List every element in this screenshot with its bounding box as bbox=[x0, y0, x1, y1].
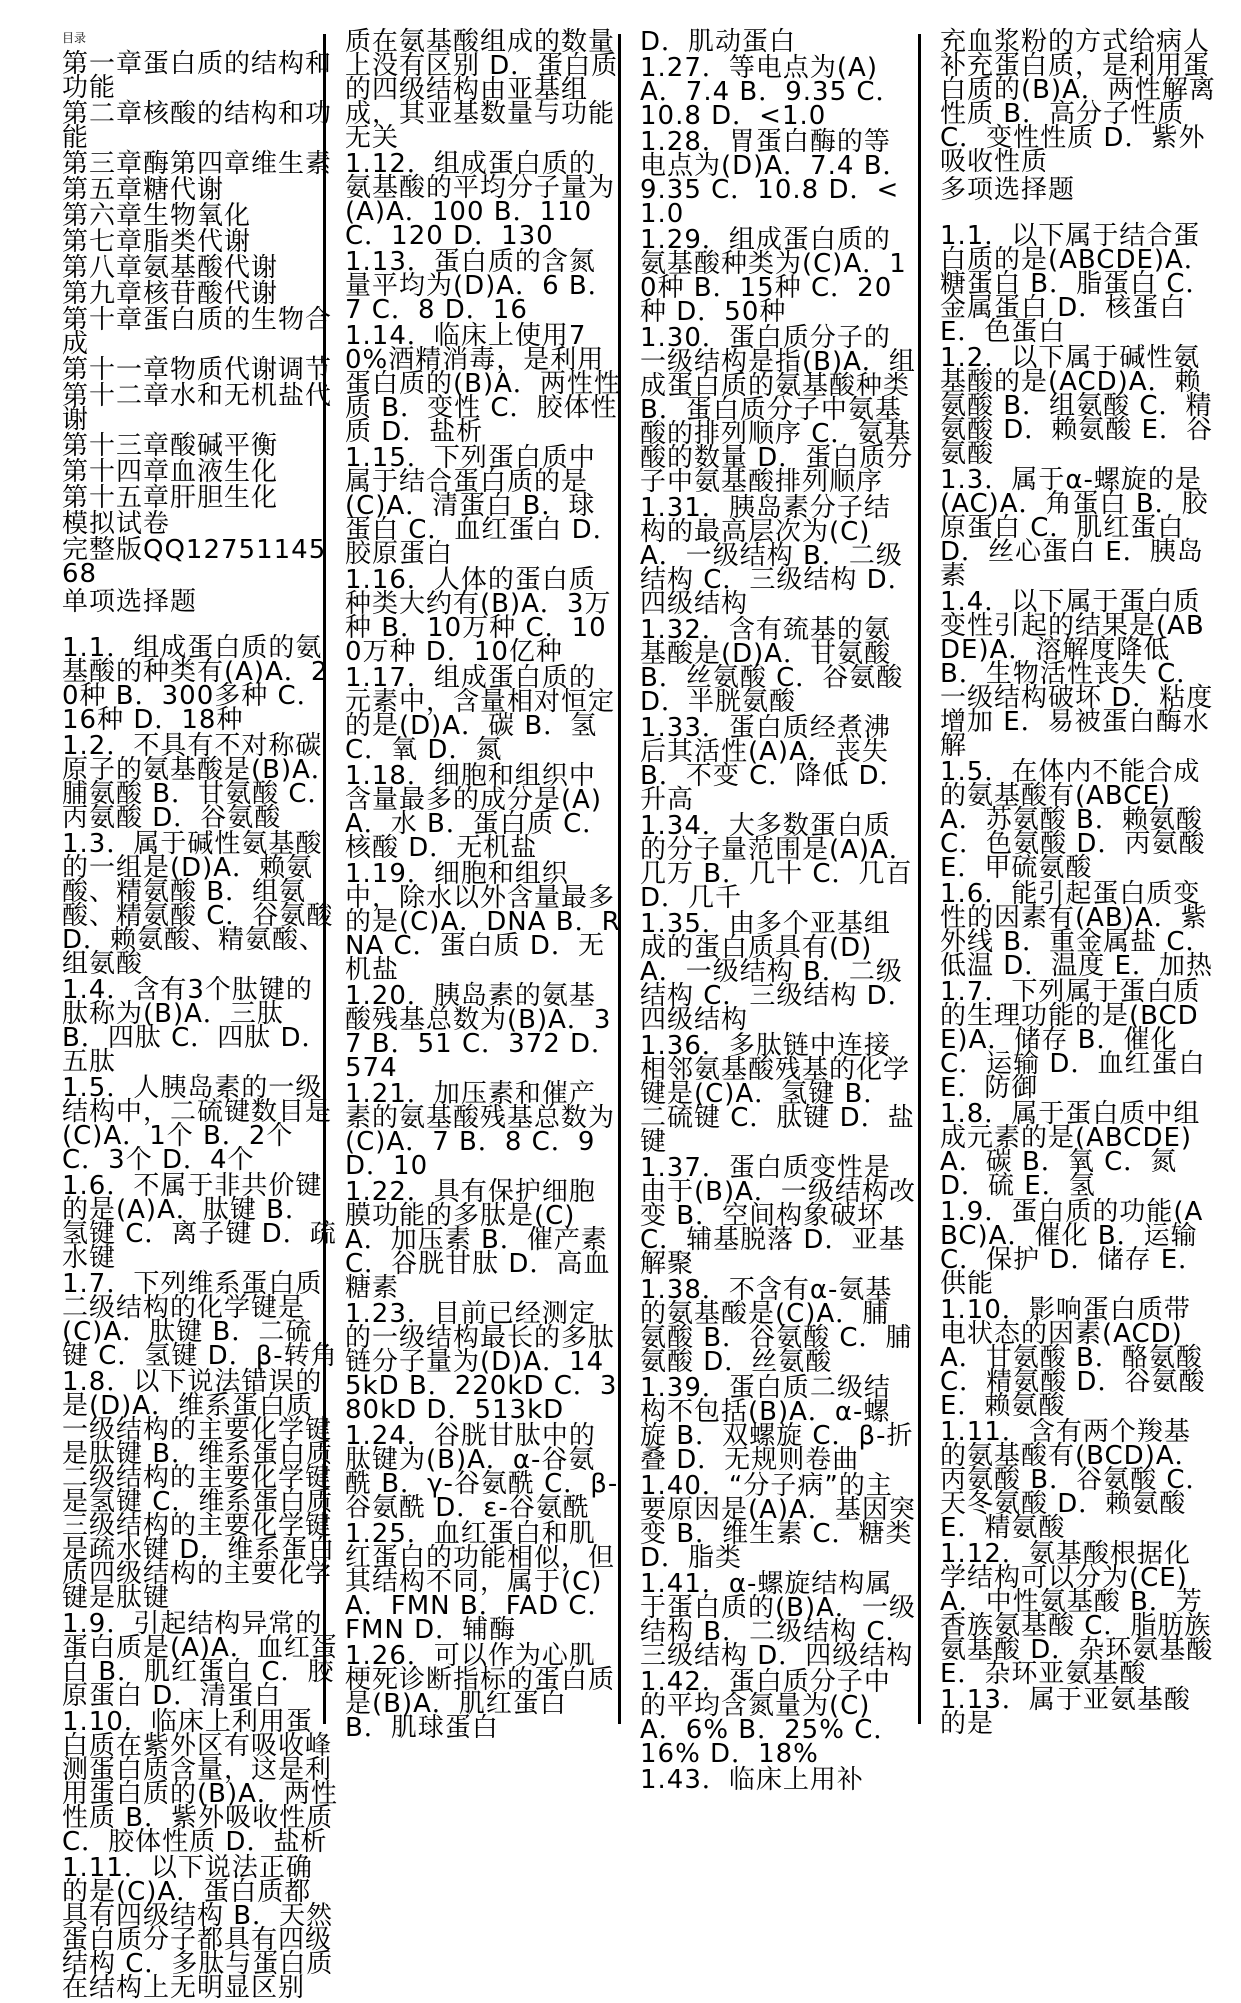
question-item: 1.41．α-螺旋结构属于蛋白质的(B)A．一级结构 B．二级结构 C．三级结构 D．四级结构 bbox=[640, 1569, 916, 1671]
question-item: 1.6．能引起蛋白质变性的因素有(AB)A．紫外线 B．重金属盐 C．低温 D．温度 E．加热 bbox=[940, 879, 1213, 981]
question-item: 1.40．“分子病”的主要原因是(A)A．基因突变 B．维生素 C．糖类 D．脂类 bbox=[640, 1471, 916, 1573]
question-item: 1.27．等电点为(A)A．7.4 B．9.35 C．10.8 D．<1.0 bbox=[640, 53, 903, 131]
question-item: 1.4．含有3个肽键的肽称为(B)A．三肽 B．四肽 C．四肽 D．五肽 bbox=[62, 975, 329, 1077]
question-item: 质在氨基酸组成的数量上没有区别 D．蛋白质的四级结构由亚基组成，其亚基数量与功能无关 bbox=[345, 27, 619, 153]
question-item: 1.36．多肽链中连接相邻氨基酸残基的化学键是(C)A．氢键 B．二硫键 C．肽键 D．盐键 bbox=[640, 1031, 915, 1157]
section-heading-multi: 多项选择题 bbox=[940, 175, 1076, 205]
column-2 bbox=[345, 27, 621, 1743]
document-page bbox=[40, 27, 1216, 2003]
question-item: 1.15．下列蛋白质中属于结合蛋白质的是(C)A．清蛋白 B．球蛋白 C．血红蛋白 D．胶原蛋白 bbox=[345, 443, 620, 569]
question-item: 1.19．细胞和组织中，除水以外含量最多的是(C)A．DNA B．RNA C．蛋白质 D．无机盐 bbox=[345, 859, 621, 985]
question-item: 1.23．目前已经测定的一级结构最长的多肽链分子量为(D)A．145kD B．220kD C．380kD D．513kD bbox=[345, 1299, 618, 1425]
question-item: 1.10．临床上利用蛋白质在紫外区有吸收峰测蛋白质含量，这是利用蛋白质的(B)A．两性性质 B．紫外吸收性质 C．胶体性质 D．盐析 bbox=[62, 1707, 338, 1857]
question-item: D．肌动蛋白 bbox=[640, 27, 797, 57]
question-item: 1.7．下列维系蛋白质二级结构的化学键是(C)A．肽键 B．二硫键 C．氢键 D．β-转角 bbox=[62, 1269, 338, 1371]
question-item: 1.13．蛋白质的含氮量平均为(D)A．6 B．7 C．8 D．16 bbox=[345, 247, 615, 325]
question-item: 1.25．血红蛋白和肌红蛋白的功能相似，但其结构不同，属于(C)A．FMN B．FAD C．FMN D．辅酶 bbox=[345, 1519, 616, 1645]
question-item: 1.8．以下说法错误的是(D)A．维系蛋白质一级结构的主要化学键是肽键 B．维系蛋白质二级结构的主要化学键是氢键 C．维系蛋白质三级结构的主要化学键是疏水键 D．维系蛋白质四级结构的主要化学键是肽键 bbox=[62, 1367, 336, 1613]
toc-entry[interactable]: 第一章蛋白质的结构和功能 bbox=[62, 49, 333, 103]
question-item: 1.6．不属于非共价键的是(A)A．肽键 B．氢键 C．离子键 D．疏水键 bbox=[62, 1171, 337, 1273]
question-item: 1.11．含有两个羧基的氨基酸有(BCD)A．丙氨酸 B．谷氨酸 C．天冬氨酸 D．赖氨酸 E．精氨酸 bbox=[940, 1417, 1213, 1543]
toc-entry[interactable]: 第十四章血液生化 bbox=[62, 457, 279, 487]
question-item: 1.33．蛋白质经煮沸后其活性(A)A．丧失 B．不变 C．降低 D．升高 bbox=[640, 713, 907, 815]
question-item: 1.1．以下属于结合蛋白质的是(ABCDE)A．糖蛋白 B．脂蛋白 C．金属蛋白 D．核蛋白 E．色蛋白 bbox=[940, 221, 1213, 347]
question-item: 1.3．属于碱性氨基酸的一组是(D)A．赖氨酸、精氨酸 B．组氨酸、精氨酸 C．谷氨酸 D．赖氨酸、精氨酸、组氨酸 bbox=[62, 829, 334, 979]
question-item: 1.9．引起结构异常的蛋白质是(A)A．血红蛋白 B．肌红蛋白 C．胶原蛋白 D．清蛋白 bbox=[62, 1609, 338, 1711]
question-item: 1.35．由多个亚基组成的蛋白质具有(D)A．一级结构 B．二级结构 C．三级结构 D．四级结构 bbox=[640, 909, 915, 1035]
toc-entry[interactable]: 第十二章水和无机盐代谢 bbox=[62, 381, 333, 435]
question-item: 1.22．具有保护细胞膜功能的多肽是(C)A．加压素 B．催产素 C．谷胱甘肽 D．高血糖素 bbox=[345, 1177, 611, 1303]
question-item: 1.16．人体的蛋白质种类大约有(B)A．3万种 B．10万种 C．100万种 D．10亿种 bbox=[345, 565, 612, 667]
question-item: 1.3．属于α-螺旋的是(AC)A．角蛋白 B．胶原蛋白 C．肌红蛋白 D．丝心蛋白 E．胰岛素 bbox=[940, 465, 1209, 591]
question-item: 1.26．可以作为心肌梗死诊断指标的蛋白质是(B)A．肌红蛋白 B．肌球蛋白 bbox=[345, 1641, 616, 1743]
toc-entry[interactable]: 第九章核苷酸代谢 bbox=[62, 279, 279, 309]
column-1 bbox=[62, 30, 338, 2003]
toc-entry[interactable]: 第五章糖代谢 bbox=[62, 175, 225, 205]
question-item: 1.20．胰岛素的氨基酸残基总数为(B)A．37 B．51 C．372 D．574 bbox=[345, 981, 619, 1083]
question-item: 1.1．组成蛋白质的氨基酸的种类有(A)A．20种 B．300多种 C．16种 D．18种 bbox=[62, 633, 329, 735]
question-item: 1.30．蛋白质分子的一级结构是指(B)A．组成蛋白质的氨基酸种类 B．蛋白质分子中氨基酸的排列顺序 C．氨基酸的数量 D．蛋白质分子中氨基酸排列顺序 bbox=[640, 323, 916, 497]
toc-entry[interactable]: 第八章氨基酸代谢 bbox=[62, 253, 279, 283]
exam-title: 模拟试卷 bbox=[62, 509, 171, 539]
question-item: 1.10．影响蛋白质带电状态的因素(ACD)A．甘氨酸 B．酪氨酸 C．精氨酸 D．谷氨酸 E．赖氨酸 bbox=[940, 1295, 1206, 1421]
question-item: 1.2．不具有不对称碳原子的氨基酸是(B)A．脯氨酸 B．甘氨酸 C．丙氨酸 D．谷氨酸 bbox=[62, 731, 338, 833]
question-item: 1.12．组成蛋白质的氨基酸的平均分子量为(A)A．100 B．110 C．120 D．130 bbox=[345, 149, 616, 251]
publisher-note: 完整版QQ1275114568 bbox=[62, 535, 327, 589]
question-item: 1.31．胰岛素分子结构的最高层次为(C)A．一级结构 B．二级结构 C．三级结构 D．四级结构 bbox=[640, 493, 915, 619]
question-item: 1.32．含有巯基的氨基酸是(D)A．甘氨酸 B．丝氨酸 C．谷氨酸 D．半胱氨酸 bbox=[640, 615, 904, 717]
toc-entry[interactable]: 第十五章肝胆生化 bbox=[62, 483, 279, 513]
column-divider bbox=[918, 34, 921, 1724]
column-3 bbox=[640, 27, 916, 1795]
question-item: 1.24．谷胱甘肽中的肽键为(B)A．α-谷氨酰 B．γ-谷氨酰 C．β-谷氨酰 D．ε-谷氨酰 bbox=[345, 1421, 619, 1523]
question-item: 1.2．以下属于碱性氨基酸的是(ACD)A．赖氨酸 B．组氨酸 C．精氨酸 D．赖氨酸 E．谷氨酸 bbox=[940, 343, 1213, 469]
question-item: 1.34．大多数蛋白质的分子量范围是(A)A．几万 B．几十 C．几百 D．几千 bbox=[640, 811, 916, 913]
question-item: 1.17．组成蛋白质的元素中，含量相对恒定的是(D)A．碳 B．氢 C．氧 D．氮 bbox=[345, 663, 616, 765]
toc-entry[interactable]: 第三章酶第四章维生素 bbox=[62, 149, 333, 179]
question-item: 1.13．属于亚氨基酸的是 bbox=[940, 1685, 1191, 1739]
toc-entry[interactable]: 第十章蛋白质的生物合成 bbox=[62, 305, 333, 359]
toc-entry[interactable]: 第六章生物氧化 bbox=[62, 201, 252, 231]
question-item: 1.21．加压素和催产素的氨基酸残基总数为(C)A．7 B．8 C．9 D．10 bbox=[345, 1079, 616, 1181]
question-item: 1.42．蛋白质分子中的平均含氮量为(C)A．6% B．25% C．16% D．18% bbox=[640, 1667, 901, 1769]
question-item: 1.12．氨基酸根据化学结构可以分为(CE)A．中性氨基酸 B．芳香族氨基酸 C．脂肪族氨基酸 D．杂环氨基酸 E．杂环亚氨基酸 bbox=[940, 1539, 1214, 1689]
question-item: 1.9．蛋白质的功能(ABC)A．催化 B．运输 C．保护 D．储存 E．供能 bbox=[940, 1197, 1206, 1299]
question-item: 1.38．不含有α-氨基的氨基酸是(C)A．脯氨酸 B．谷氨酸 C．脯氨酸 D．丝氨酸 bbox=[640, 1275, 913, 1377]
question-item: 1.39．蛋白质二级结构不包括(B)A．α-螺旋 B．双螺旋 C．β-折叠 D．无规则卷曲 bbox=[640, 1373, 914, 1475]
question-item: 充血浆粉的方式给病人补充蛋白质，是利用蛋白质的(B)A．两性解离性质 B．高分子性质 C．变性性质 D．紫外吸收性质 bbox=[940, 27, 1216, 177]
toc-label: 目录 bbox=[62, 31, 87, 45]
question-item: 1.43．临床上用补 bbox=[640, 1765, 864, 1795]
question-item: 1.37．蛋白质变性是由于(B)A．一级结构改变 B．空间构象破坏 C．辅基脱落 D．亚基解聚 bbox=[640, 1153, 916, 1279]
question-item: 1.28．胃蛋白酶的等电点为(D)A．7.4 B．9.35 C．10.8 D．<1.0 bbox=[640, 127, 910, 229]
question-item: 1.7．下列属于蛋白质的生理功能的是(BCDE)A．储存 B．催化 C．运输 D．血红蛋白 E．防御 bbox=[940, 977, 1206, 1103]
question-item: 1.14．临床上使用70%酒精消毒，是利用蛋白质的(B)A．两性性质 B．变性 C．胶体性质 D．盐析 bbox=[345, 321, 621, 447]
toc-entry[interactable]: 第十一章物质代谢调节 bbox=[62, 355, 333, 385]
toc-entry[interactable]: 第二章核酸的结构和功能 bbox=[62, 99, 333, 153]
column-4 bbox=[940, 27, 1216, 1739]
toc-entry[interactable]: 第七章脂类代谢 bbox=[62, 227, 252, 257]
section-heading-single: 单项选择题 bbox=[62, 587, 198, 617]
question-item: 1.18．细胞和组织中含量最多的成分是(A)A．水 B．蛋白质 C．核酸 D．无机盐 bbox=[345, 761, 610, 863]
question-item: 1.5．在体内不能合成的氨基酸有(ABCE)A．苏氨酸 B．赖氨酸 C．色氨酸 D．丙氨酸 E．甲硫氨酸 bbox=[940, 757, 1206, 883]
question-item: 1.11．以下说法正确的是(C)A．蛋白质都具有四级结构 B．天然蛋白质分子都具有四级结构 C．多肽与蛋白质在结构上无明显区别 bbox=[62, 1853, 334, 2003]
question-item: 1.5．人胰岛素的一级结构中，二硫键数目是(C)A．1个 B．2个 C．3个 D．4个 bbox=[62, 1073, 333, 1175]
question-item: 1.29．组成蛋白质的氨基酸种类为(C)A．10种 B．15种 C．20种 D．50种 bbox=[640, 225, 907, 327]
question-item: 1.8．属于蛋白质中组成元素的是(ABCDE)A．碳 B．氧 C．氮 D．硫 E．氢 bbox=[940, 1099, 1201, 1201]
toc-entry[interactable]: 第十三章酸碱平衡 bbox=[62, 431, 279, 461]
question-item: 1.4．以下属于蛋白质变性引起的结果是(ABDE)A．溶解度降低 B．生物活性丧失 C．一级结构破坏 D．粘度增加 E．易被蛋白酶水解 bbox=[940, 587, 1214, 761]
